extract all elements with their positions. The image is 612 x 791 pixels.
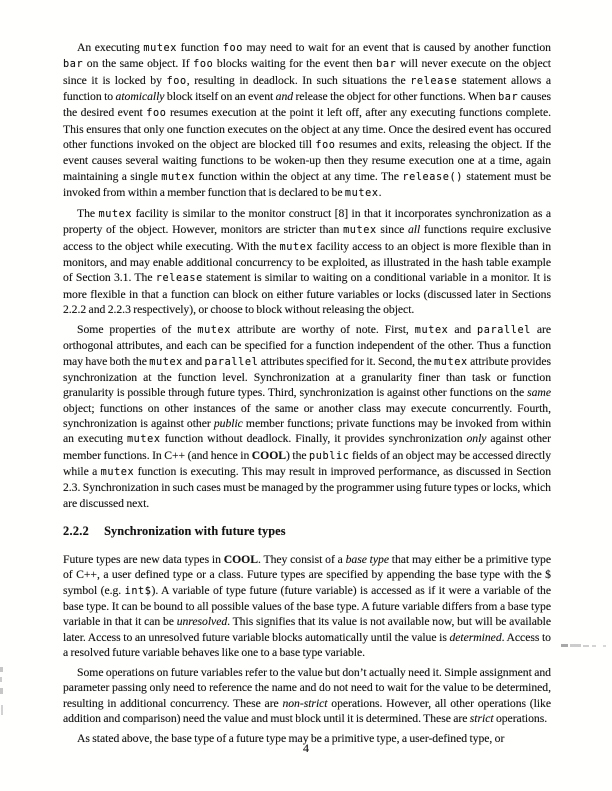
text-segment: resumes and exits, releasing the object. If the event causes several waiting functions to be woken-up then they resume execution one at a time, again maintaining a single xyxy=(63,138,551,183)
scan-artifact-left-4 xyxy=(1,705,3,715)
text-segment: . This signifies that its value is not available now, but will be available later. Access to an unresolved future variable blocks automatically until the value is xyxy=(63,615,552,644)
text-segment: attribute provides synchronization at the function level. Synchronization at a granularity finer than task or function granularity is possible through future types. Third, synchronization is against other functions on the xyxy=(63,354,551,400)
text-segment: COOL xyxy=(223,552,258,566)
scan-artifact-left-1 xyxy=(0,667,3,672)
text-segment: release the object for other functions. When xyxy=(293,90,499,104)
inline-code: int$ xyxy=(124,585,152,597)
inline-code: bar xyxy=(63,59,84,71)
scan-artifact-right-4 xyxy=(592,645,596,647)
text-segment: . Access to a resolved future variable behaves like one to a base type variable. xyxy=(63,630,551,660)
text-segment: attributes specified for it. Second, the xyxy=(258,354,435,368)
text-segment: and xyxy=(448,322,478,336)
paragraph-monitor-comparison xyxy=(63,206,551,317)
scan-artifact-left-2 xyxy=(0,677,2,682)
section-number: 2.2.2 xyxy=(63,523,90,538)
text-segment: will never execute on the object since it is locked by xyxy=(63,57,551,87)
page-body-text xyxy=(63,40,551,751)
text-segment: on the same object. If xyxy=(83,57,194,71)
text-segment: same xyxy=(527,386,551,400)
text-segment: strict xyxy=(469,711,494,725)
text-segment: base type xyxy=(345,552,389,566)
paragraph-mutex-properties xyxy=(63,322,551,511)
text-segment: Some operations on future variables refer to the value but don’t actually need it. Simple assignment and parameter passing only need to reference the name and do not need to wait for the value to be determined, resulting in additional concurrency. These are xyxy=(63,665,551,710)
text-segment: unresolved xyxy=(176,615,228,629)
text-segment: functions require exclusive access to the object while executing. With the xyxy=(63,223,552,253)
paragraph-strict-nonstrict xyxy=(63,665,551,726)
text-segment: statement allows a function to xyxy=(63,73,552,104)
text-segment: object; functions on other instances of the same or another class may execute concurrently. Fourth, synchronization is against other xyxy=(63,401,551,430)
text-segment: atomically xyxy=(115,90,165,104)
scan-artifact-right-5 xyxy=(603,645,606,647)
inline-code: parallel xyxy=(477,324,531,336)
text-segment: blocks waiting for the event then xyxy=(213,57,377,71)
text-segment: Future types are new data types in xyxy=(63,552,224,566)
inline-code: foo xyxy=(315,140,336,152)
text-segment: statement is similar to waiting on a conditional variable in a monitor. It is more flexible in that a function can block on either future variables or locks (discussed later in Sections 2.2.2 and 2.2.3 respectively), or choose to block without releasing the object. xyxy=(63,271,552,316)
inline-code: mutex xyxy=(100,466,135,478)
inline-code: foo xyxy=(193,59,214,71)
text-segment: block itself on an event xyxy=(164,90,276,104)
text-segment: . xyxy=(378,186,382,200)
text-segment: resumes execution at the point it left off, after any executing functions complete. This ensures that only one function executes on the object at any time. Once the desired event has occured other functions invoked on the object are blocked till xyxy=(63,106,551,152)
inline-code: parallel xyxy=(204,356,259,368)
text-segment: determined xyxy=(449,630,502,644)
text-segment: operations. xyxy=(493,711,548,725)
text-segment: member functions; private functions may be invoked from within an executing xyxy=(63,416,552,446)
text-segment: , resulting in deadlock. In such situations the xyxy=(186,73,411,87)
text-segment: non-strict xyxy=(282,696,328,710)
inline-code: mutex xyxy=(197,324,232,336)
inline-code: bar xyxy=(498,92,519,104)
section-title: Synchronization with future types xyxy=(104,523,286,538)
inline-code: release xyxy=(155,273,203,285)
text-segment: . They consist of a xyxy=(258,552,346,566)
inline-code: mutex xyxy=(126,434,161,446)
text-segment: An executing xyxy=(77,41,144,54)
text-segment: ). A variable of type future (future variable) is accessed as if it were a variable of the base type. It can be bound to all possible values of the base type. A future variable differs from a base type variable in that it can be xyxy=(63,583,551,629)
text-segment: may need to wait for an event that is caused by another function xyxy=(242,41,551,54)
text-segment: against other member functions. In C++ (and hence in xyxy=(63,432,551,462)
text-segment: public xyxy=(213,416,243,430)
inline-code: mutex xyxy=(344,188,379,200)
text-segment: all xyxy=(407,223,421,237)
text-segment: since xyxy=(376,223,408,237)
text-segment: facility access to an object is more flexible than in monitors, and may enable additional concurrency to be exploited, as illustrated in the hash table example of Section 3.1. The xyxy=(63,239,551,285)
inline-code: mutex xyxy=(143,43,178,54)
text-segment: function without deadlock. Finally, it provides synchronization xyxy=(160,432,467,446)
inline-code: foo xyxy=(166,75,187,87)
scan-artifact-right-3 xyxy=(583,645,589,647)
paragraph-future-types-intro xyxy=(63,552,551,660)
inline-code: public xyxy=(309,450,350,462)
text-segment: function within the object at any time. The xyxy=(194,169,403,183)
text-segment: function xyxy=(177,41,223,54)
text-segment: fields of an object may be accessed directly while a xyxy=(63,448,551,478)
text-segment: facility is similar to the monitor construct [8] in that it incorporates synchronization as a property of the object. However, monitors are stricter than xyxy=(63,206,551,237)
text-segment: As stated above, the base type of a future type may be a primitive type, a user-defined type, or xyxy=(77,731,505,745)
scan-artifact-right-1 xyxy=(561,644,568,647)
inline-code: mutex xyxy=(98,208,133,220)
text-segment: are orthogonal attributes, and each can be specified for a function independent of the other. Thus a function may have both the xyxy=(63,322,551,368)
text-segment: Some properties of the xyxy=(77,322,198,336)
text-segment: causes the desired event xyxy=(63,90,551,120)
paragraph-mutex-release xyxy=(63,40,551,201)
inline-code: mutex xyxy=(343,225,377,237)
inline-code: foo xyxy=(146,108,167,120)
text-segment: that may either be a primitive type of C++, a user defined type or a class. Future types are specified by appending the base type with the $ symbol (e.g. xyxy=(63,552,551,597)
inline-code: mutex xyxy=(414,324,449,336)
inline-code: mutex xyxy=(161,171,195,183)
inline-code: release() xyxy=(402,171,463,183)
scan-artifact-right-2 xyxy=(570,644,581,647)
section-heading xyxy=(63,524,551,539)
text-segment: only xyxy=(466,432,487,446)
inline-code: foo xyxy=(222,43,243,54)
text-segment: statement must be invoked from within a member function that is declared to be xyxy=(63,169,551,200)
inline-code: release xyxy=(410,75,458,87)
inline-code: mutex xyxy=(149,356,183,368)
text-segment: and xyxy=(275,90,294,104)
text-segment: The xyxy=(77,206,99,220)
page-number: 4 xyxy=(303,741,309,755)
inline-code: bar xyxy=(376,59,397,71)
inline-code: mutex xyxy=(279,241,314,253)
text-segment: COOL xyxy=(251,448,287,462)
text-segment: function is executing. This may result in improved performance, as discussed in Section 2.3. Synchronization in such cases must be managed by the programmer using future types or locks, which are discussed next. xyxy=(63,464,551,510)
inline-code: mutex xyxy=(434,356,468,368)
text-segment: operations. However, all other operations (like addition and comparison) need the value and must block until it is determined. These are xyxy=(63,696,552,725)
text-segment: ) the xyxy=(286,448,310,462)
scan-artifact-left-3 xyxy=(0,688,3,694)
text-segment: attribute are worthy of note. First, xyxy=(231,322,415,336)
text-segment: and xyxy=(182,354,205,368)
